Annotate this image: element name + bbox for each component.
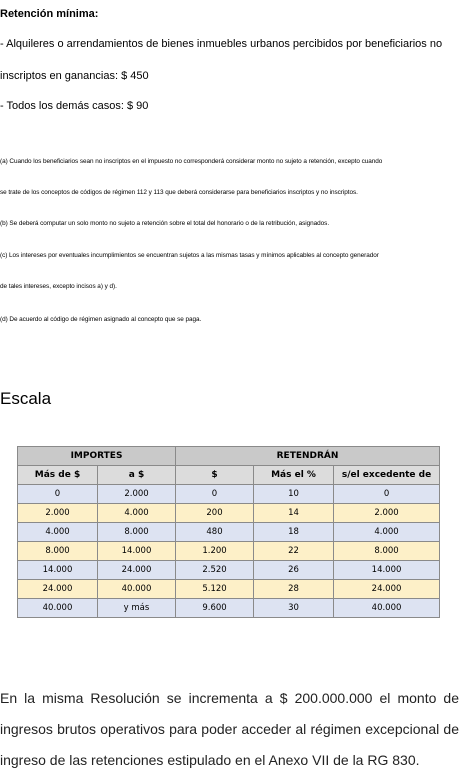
table-row bbox=[18, 580, 440, 599]
table-cell: 24.000 bbox=[334, 580, 440, 599]
table-row bbox=[18, 523, 440, 542]
table-cell: 8.000 bbox=[18, 542, 98, 561]
scale-heading: Escala bbox=[0, 389, 52, 408]
table-cell: 40.000 bbox=[18, 599, 98, 618]
table-row bbox=[18, 599, 440, 618]
retention-line-other: - Todos los demás casos: $ 90 bbox=[0, 100, 149, 112]
table-cell: 2.520 bbox=[176, 561, 254, 580]
retention-title: Retención mínima: bbox=[0, 8, 99, 20]
table-cell: 30 bbox=[254, 599, 334, 618]
footnote-a-line2: se trate de los conceptos de códigos de régimen 112 y 113 que deberá considerarse para beneficiarios inscriptos y no inscriptos. bbox=[0, 189, 358, 196]
table-cell: 0 bbox=[176, 485, 254, 504]
table-cell: 18 bbox=[254, 523, 334, 542]
table-cell: 10 bbox=[254, 485, 334, 504]
group-header-retendran: RETENDRÁN bbox=[176, 447, 440, 466]
table-cell: 9.600 bbox=[176, 599, 254, 618]
col-header-mas-el-pct: Más el % bbox=[254, 466, 334, 485]
footnote-c-line2: de tales intereses, excepto incisos a) y d). bbox=[0, 283, 117, 290]
col-header-mas-de: Más de $ bbox=[18, 466, 98, 485]
table-cell: 24.000 bbox=[98, 561, 176, 580]
table-cell: 4.000 bbox=[18, 523, 98, 542]
table-cell: 0 bbox=[18, 485, 98, 504]
group-header-importes: IMPORTES bbox=[18, 447, 176, 466]
table-cell: y más bbox=[98, 599, 176, 618]
col-header-monto: $ bbox=[176, 466, 254, 485]
col-header-a: a $ bbox=[98, 466, 176, 485]
table-cell: 14.000 bbox=[334, 561, 440, 580]
table-row bbox=[18, 542, 440, 561]
table-row bbox=[18, 504, 440, 523]
table-cell: 8.000 bbox=[98, 523, 176, 542]
table-cell: 1.200 bbox=[176, 542, 254, 561]
footnote-a-line1: (a) Cuando los beneficiarios sean no inscriptos en el impuesto no corresponderá considerar monto no sujeto a retención, excepto cuando bbox=[0, 158, 383, 165]
col-header-excedente: s/el excedente de bbox=[334, 466, 440, 485]
footnote-b: (b) Se deberá computar un solo monto no sujeto a retención sobre el total del honorario o de la retribución, asignados. bbox=[0, 220, 330, 227]
table-cell: 200 bbox=[176, 504, 254, 523]
footnote-d: (d) De acuerdo al código de régimen asignado al concepto que se paga. bbox=[0, 316, 202, 323]
table-row bbox=[18, 561, 440, 580]
table-cell: 26 bbox=[254, 561, 334, 580]
table-cell: 480 bbox=[176, 523, 254, 542]
scale-table bbox=[17, 446, 440, 618]
table-cell: 0 bbox=[334, 485, 440, 504]
closing-paragraph: En la misma Resolución se incrementa a $ 200.000.000 el monto de ingresos brutos operativos para poder acceder al régimen excepcional de ingreso de las retenciones estipulado en el Anexo VII de la RG 830. bbox=[0, 690, 459, 768]
table-cell: 40.000 bbox=[98, 580, 176, 599]
table-cell: 8.000 bbox=[334, 542, 440, 561]
table-group-header bbox=[18, 447, 440, 466]
table-cell: 14.000 bbox=[18, 561, 98, 580]
table-row bbox=[18, 485, 440, 504]
table-cell: 28 bbox=[254, 580, 334, 599]
footnote-c-line1: (c) Los intereses por eventuales incumplimientos se encuentran sujetos a las mismas tasas y mínimos aplicables al concepto generador bbox=[0, 252, 379, 259]
table-cell: 5.120 bbox=[176, 580, 254, 599]
table-cell: 4.000 bbox=[98, 504, 176, 523]
table-cell: 14 bbox=[254, 504, 334, 523]
table-cell: 24.000 bbox=[18, 580, 98, 599]
table-cell: 14.000 bbox=[98, 542, 176, 561]
table-cell: 22 bbox=[254, 542, 334, 561]
table-cell: 2.000 bbox=[334, 504, 440, 523]
retention-line-rent: - Alquileres o arrendamientos de bienes inmuebles urbanos percibidos por beneficiarios no bbox=[0, 38, 443, 50]
table-cell: 2.000 bbox=[18, 504, 98, 523]
retention-line-rent-amount: inscriptos en ganancias: $ 450 bbox=[0, 70, 149, 82]
table-cell: 2.000 bbox=[98, 485, 176, 504]
table-column-header bbox=[18, 466, 440, 485]
table-cell: 4.000 bbox=[334, 523, 440, 542]
table-cell: 40.000 bbox=[334, 599, 440, 618]
